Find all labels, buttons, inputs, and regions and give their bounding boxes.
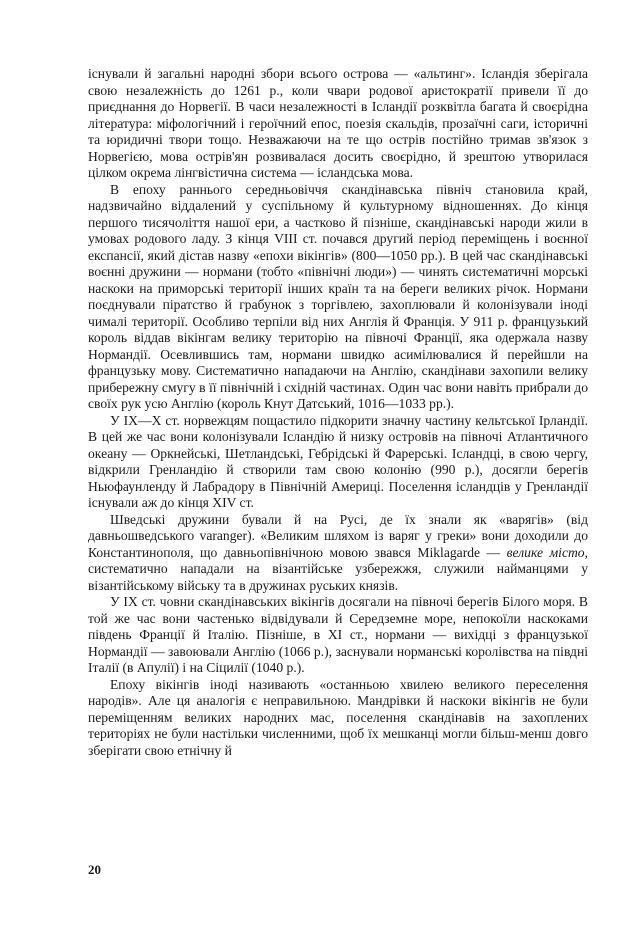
paragraph-5: У IX ст. човни скандінавських вікінгів досягали на півночі берегів Білого моря. В той же час вони частенько відвідували й Середземне море, непокоїли наскоками південь Франції й Італію. Пізніше, в XI ст., нормани — вихідці з французької Нормандії — завоювали Англію (1066 р.), заснували норманські королівства на півдні Італії (в Апулії) і на Сіцилії (1040 р.). — [88, 594, 588, 675]
paragraph-6: Епоху вікінгів іноді називають «останньою хвилею великого переселення народів». Але ця аналогія є неправильною. Мандрівки й наскоки вікінгів не були переміщенням великих народних мас, поселення скандінавів на захоплених територіях не були настільки численними, щоб їх мешканці могли більш-менш довго зберігати свою етнічну й — [88, 676, 588, 758]
paragraph-2: В епоху раннього середньовіччя скандінавська північ становила край, надзвичайно віддалений у суспільному й культурному відношеннях. До кінця першого тисячоліття нашої ери, а частково й пізніше, скандінавські народи жили в умовах родового ладу. З кінця VIII ст. почався другий період переміщень і воєнної експансії, який дістав назву «епохи вікінгів» (800—1050 рр.). В цей час скандінавські воєнні дружини — нормани (тобто «північні люди») — чинять систематичні морські наскоки на приморські території інших країн та на береги великих річок. Нормани поєднували піратство й грабунок з торгівлею, захоплювали й колонізували іноді чималі території. Особливо терпіли від них Англія й Франція. У 911 р. французький король віддав вікінгам велику територію на півночі Франції, яка одержала назву Нормандії. Осевлившись там, нормани швидко асимілювалися й перейшли на французьку мову. Систематично нападаючи на Англію, скандінави захопили велику прибережну смугу в її північній і східній частинах. Один час вони навіть прибрали до своїх рук усю Англію (король Кнут Датський, 1016—1033 рр.). — [88, 181, 588, 411]
paragraph-4-text-after: , систематично нападали на візантійське узбережжя, служили найманцями у візантійському війську та в дружинах руських князів. — [88, 544, 589, 593]
body-text — [88, 66, 588, 759]
paragraph-4 — [88, 512, 588, 595]
paragraph-3: У IX—X ст. норвежцям пощастило підкорити значну частину кельтської Ірландії. В цей же час вони колонізували Ісландію й низку островів на півночі Атлантичного океану — Оркнейські, Шетландські, Гебрідські й Фарерські. Ісландці, в свою чергу, відкрили Гренландію й створили там свою колонію (990 р.), досягли берегів Ньюфаунленду й Лабрадору в Північній Америці. Поселення ісландців у Гренландії існували аж до кінця XIV ст. — [88, 412, 588, 510]
paragraph-1: існували й загальні народні збори всього острова — «альтинг». Ісландія зберігала свою незалежність до 1261 р., коли чвари родової аристократії привели її до приєднання до Норвегії. В часи незалежності в Ісландії розквітла багата й своєрідна література: міфологічний і героїчний епос, поезія скальдів, прозаїчні саги, історичні та юридичні твори тощо. Незважаючи на те що острів постійно тримав зв'язок з Норвегією, мова острів'ян розвивалася досить своєрідно, й зрештою утворилася цілком окрема лінгвістична система — ісландська мова. — [88, 66, 588, 180]
paragraph-4-text-before: Шведські дружини бували й на Русі, де їх знали як «варягів» (від давньошведського varanger). «Великим шляхом із варяг у греки» вони доходили до Константинополя, що давньопівнічною мовою звався Miklagarde — — [88, 511, 588, 560]
paragraph-4-emphasis: велике місто — [506, 544, 585, 560]
page-number: 20 — [88, 862, 101, 877]
